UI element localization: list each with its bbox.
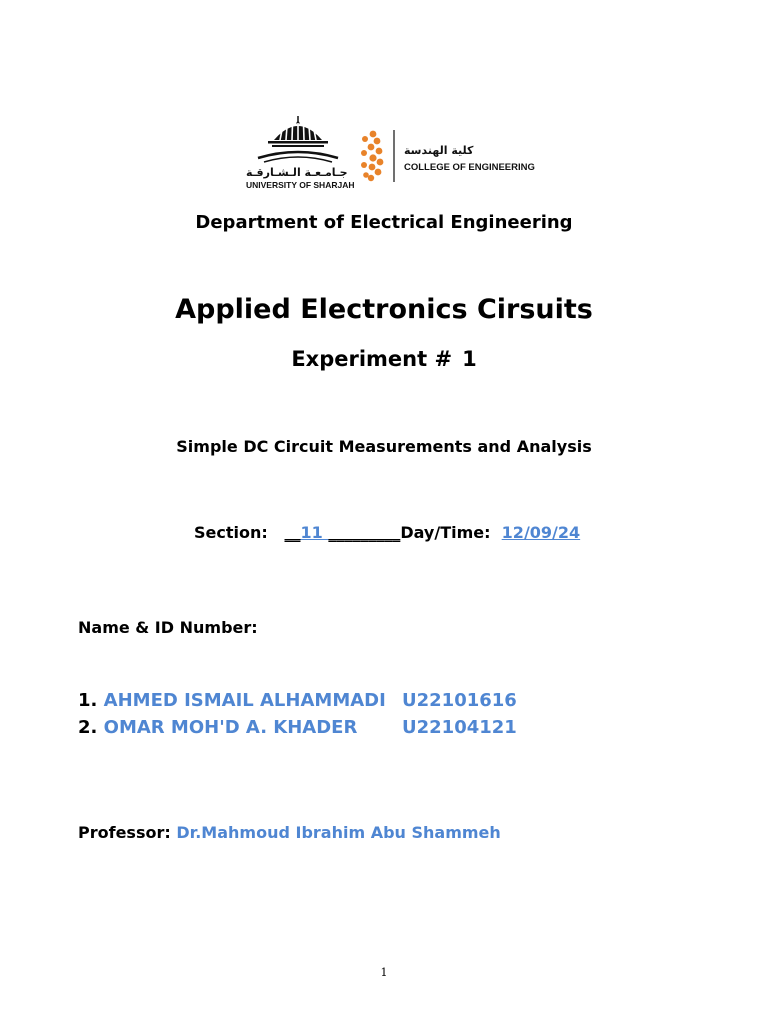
- professor-line: [78, 823, 501, 842]
- page-number: 1: [380, 966, 388, 979]
- name-id-label: Name & ID Number:: [78, 618, 258, 637]
- day-time-label: Day/Time:: [400, 523, 491, 542]
- student-id: U22101616: [402, 690, 517, 711]
- professor-label: Professor:: [78, 823, 171, 842]
- student-row: [78, 717, 517, 738]
- section-value: 11: [300, 523, 329, 542]
- section-blank-suffix: _________: [328, 523, 401, 542]
- section-blank-prefix: __: [284, 523, 301, 542]
- course-title: Applied Electronics Cirsuits: [175, 294, 593, 325]
- section-label: Section:: [194, 523, 268, 542]
- professor-name: Dr.Mahmoud Ibrahim Abu Shammeh: [176, 823, 501, 842]
- section-line: [194, 523, 580, 542]
- student-name: AHMED ISMAIL ALHAMMADI: [103, 690, 386, 711]
- experiment-subtitle: Simple DC Circuit Measurements and Analysis: [176, 437, 592, 456]
- university-logo: [232, 106, 554, 204]
- experiment-heading: [0, 347, 768, 371]
- university-arabic-name: جـامـعـة الـشـارقـة: [246, 166, 348, 179]
- college-seal-icon: [361, 131, 383, 182]
- university-english-name: UNIVERSITY OF SHARJAH: [246, 180, 355, 190]
- college-english-name: COLLEGE OF ENGINEERING: [404, 162, 535, 173]
- day-time-value: 12/09/24: [501, 523, 581, 542]
- department-heading: Department of Electrical Engineering: [195, 212, 573, 233]
- logo-banner: [232, 106, 554, 204]
- student-row: [78, 690, 517, 711]
- student-id: U22104121: [402, 717, 517, 738]
- experiment-number: 1: [462, 347, 477, 371]
- student-index: 1.: [78, 690, 98, 711]
- dome-icon: [258, 116, 338, 162]
- college-arabic-name: كلية الهندسة: [404, 144, 474, 157]
- student-name: OMAR MOH'D A. KHADER: [103, 717, 358, 738]
- student-index: 2.: [78, 717, 98, 738]
- experiment-label: Experiment #: [291, 347, 453, 371]
